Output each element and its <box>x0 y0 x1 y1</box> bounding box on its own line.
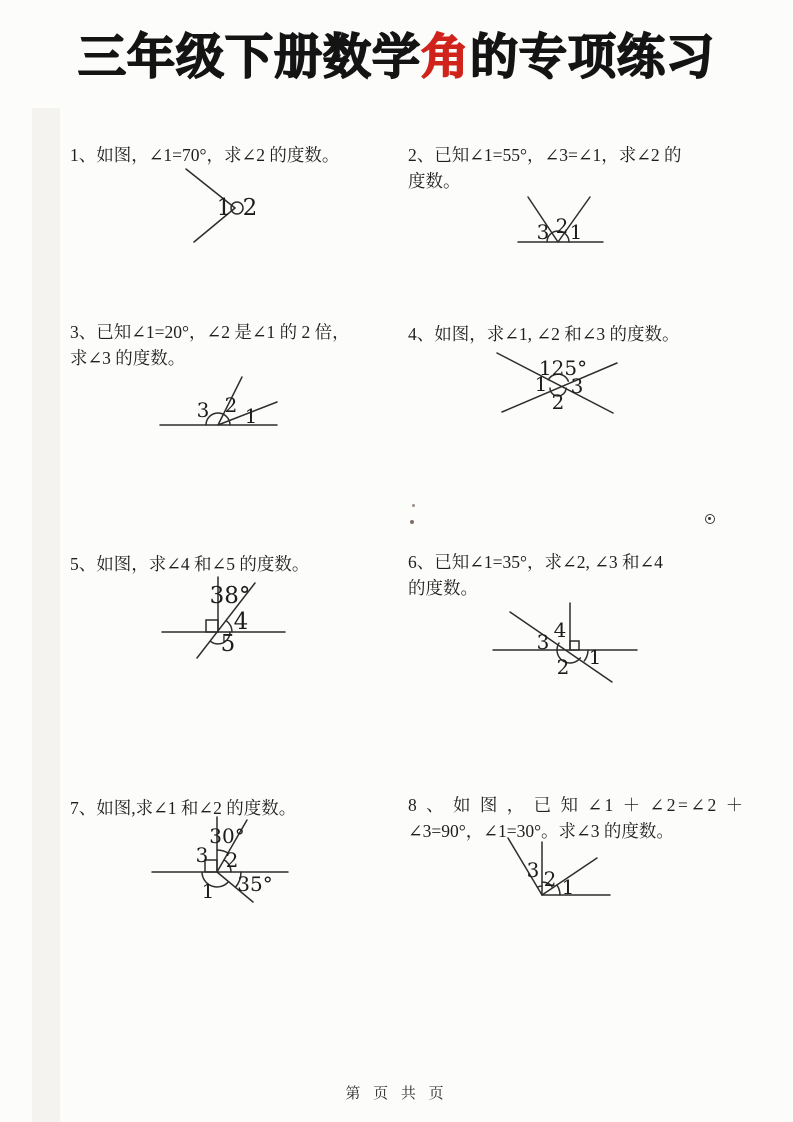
title-prefix: 三年级下册数学 <box>77 29 421 85</box>
scan-speck <box>410 520 414 524</box>
problem-2-text <box>408 143 738 194</box>
title-highlight: 角 <box>420 29 470 85</box>
angle-label: 1 <box>588 645 602 669</box>
scan-speck <box>705 514 715 524</box>
angle-label: 2 <box>225 848 239 872</box>
problem-6-text <box>408 550 738 601</box>
problem-3-line-2: 求∠3 的度数。 <box>70 347 186 368</box>
angle-label: 4 <box>233 609 249 635</box>
problem-6-line-2: 的度数。 <box>408 577 478 598</box>
scan-shading <box>32 108 60 1122</box>
problem-3-diagram <box>150 370 290 432</box>
angle-label: 1 <box>561 875 575 899</box>
problem-2-diagram <box>510 190 620 250</box>
problem-8-line-1: 8 、 如 图 ， 已 知 ∠1 ＋ ∠2=∠2 ＋ <box>408 795 746 815</box>
angle-label: 125° <box>538 356 588 380</box>
angle-label: 1 <box>534 372 548 396</box>
angle-label: 3 <box>196 398 210 422</box>
angle-label: 3 <box>195 843 209 867</box>
footer-page-label: 第 页 共 页 <box>345 1084 448 1102</box>
angle-label: 3 <box>536 630 550 654</box>
scan-speck <box>412 504 415 507</box>
angle-label: 2 <box>551 390 565 414</box>
problem-8-line-2: ∠3=90°，∠1=30°。求∠3 的度数。 <box>408 820 674 841</box>
problem-6-line-1: 6、已知∠1=35°，求∠2, ∠3 和∠4 <box>408 552 663 572</box>
problem-3-line-1: 3、已知∠1=20°，∠2 是∠1 的 2 倍， <box>70 322 350 342</box>
angle-label: 3 <box>536 220 550 244</box>
angle-label: 2 <box>543 867 557 891</box>
problem-6-diagram <box>488 598 643 690</box>
angle-label: 2 <box>242 195 258 221</box>
problem-5-line-1: 5、如图，求∠4 和∠5 的度数。 <box>70 554 310 574</box>
problem-7-line-1: 7、如图,求∠1 和∠2 的度数。 <box>70 798 297 818</box>
problem-4-line-1: 4、如图，求∠1, ∠2 和∠3 的度数。 <box>408 324 680 344</box>
angle-label: 38° <box>209 583 251 609</box>
problem-1-diagram <box>180 163 310 253</box>
angle-label: 3 <box>570 374 584 398</box>
problem-4-diagram <box>490 348 625 420</box>
problem-2-line-1: 2、已知∠1=55°，∠3=∠1，求∠2 的 <box>408 145 682 165</box>
problem-5-diagram <box>155 568 295 668</box>
problem-1-line-1: 1、如图，∠1=70°，求∠2 的度数。 <box>70 145 340 165</box>
angle-label: 3 <box>526 858 540 882</box>
angle-label: 1 <box>569 220 583 244</box>
angle-label: 35° <box>237 872 273 896</box>
problem-4-text <box>408 322 738 348</box>
angle-label: 1 <box>201 879 215 903</box>
angle-label: 1 <box>244 404 258 428</box>
angle-label: 1 <box>216 195 232 221</box>
angle-label: 30° <box>209 824 245 848</box>
problem-7-diagram <box>148 812 293 912</box>
angle-label: 5 <box>220 631 236 657</box>
angle-label: 2 <box>556 655 570 679</box>
problem-2-line-2: 度数。 <box>408 170 461 191</box>
problem-3-text <box>70 320 400 371</box>
title-suffix: 的专项练习 <box>470 29 716 85</box>
angle-label: 4 <box>553 618 567 642</box>
angle-label: 2 <box>224 393 238 417</box>
problem-8-diagram <box>495 830 620 905</box>
angle-label: 2 <box>555 214 569 238</box>
page-title <box>0 30 793 85</box>
